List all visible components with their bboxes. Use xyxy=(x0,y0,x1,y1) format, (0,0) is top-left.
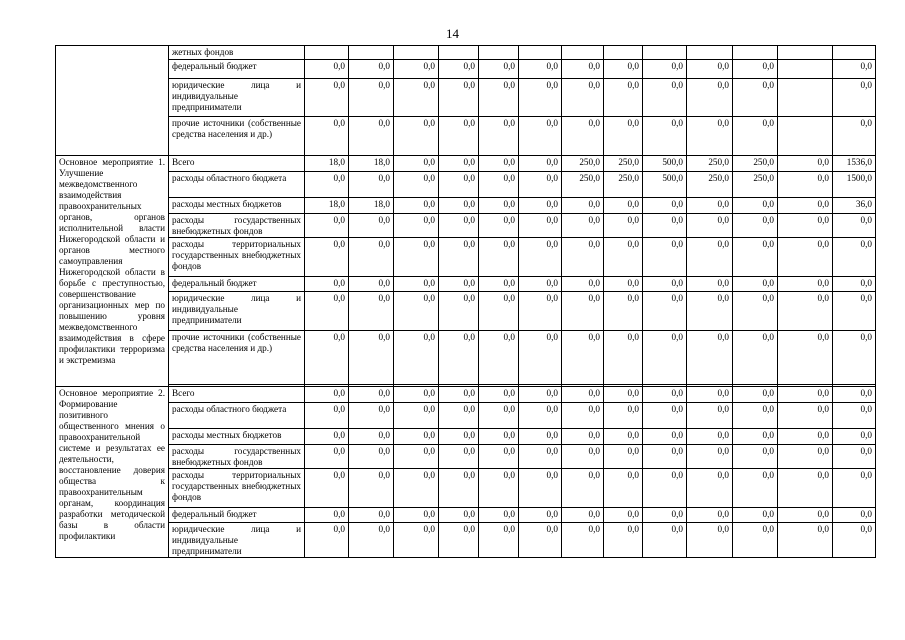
value-cell: 0,0 xyxy=(733,198,778,214)
value-cell: 0,0 xyxy=(519,79,562,117)
value-cell: 0,0 xyxy=(562,198,604,214)
value-cell xyxy=(778,46,833,60)
value-cell: 0,0 xyxy=(349,445,394,469)
table-row xyxy=(56,172,876,198)
value-cell: 0,0 xyxy=(305,292,349,331)
value-cell: 0,0 xyxy=(439,238,479,277)
value-cell: 0,0 xyxy=(778,156,833,172)
value-cell: 0,0 xyxy=(733,238,778,277)
value-cell: 0,0 xyxy=(604,292,643,331)
value-cell: 0,0 xyxy=(833,387,876,403)
value-cell: 0,0 xyxy=(349,277,394,292)
value-cell: 0,0 xyxy=(305,387,349,403)
funding-source-cell: расходы областного бюджета xyxy=(169,172,305,198)
value-cell: 0,0 xyxy=(687,387,733,403)
value-cell: 0,0 xyxy=(394,523,439,558)
value-cell: 0,0 xyxy=(305,469,349,508)
value-cell: 250,0 xyxy=(687,156,733,172)
funding-source-cell: расходы областного бюджета xyxy=(169,403,305,429)
value-cell: 0,0 xyxy=(643,60,687,79)
value-cell: 0,0 xyxy=(349,79,394,117)
table-row xyxy=(56,198,876,214)
value-cell: 0,0 xyxy=(349,292,394,331)
value-cell: 0,0 xyxy=(394,172,439,198)
value-cell: 0,0 xyxy=(349,387,394,403)
value-cell: 250,0 xyxy=(562,172,604,198)
value-cell: 0,0 xyxy=(479,429,519,445)
value-cell: 0,0 xyxy=(394,156,439,172)
value-cell: 0,0 xyxy=(305,277,349,292)
value-cell: 0,0 xyxy=(604,214,643,238)
value-cell: 0,0 xyxy=(394,198,439,214)
value-cell: 0,0 xyxy=(519,198,562,214)
value-cell: 18,0 xyxy=(305,198,349,214)
value-cell: 0,0 xyxy=(349,117,394,156)
value-cell: 0,0 xyxy=(305,79,349,117)
value-cell: 0,0 xyxy=(439,429,479,445)
value-cell: 0,0 xyxy=(349,469,394,508)
value-cell: 0,0 xyxy=(733,387,778,403)
table-row xyxy=(56,523,876,558)
funding-source-cell: расходы государственных внебюджетных фондов xyxy=(169,445,305,469)
value-cell: 0,0 xyxy=(305,429,349,445)
value-cell: 0,0 xyxy=(394,508,439,523)
value-cell: 0,0 xyxy=(643,292,687,331)
value-cell xyxy=(778,117,833,156)
value-cell: 0,0 xyxy=(604,117,643,156)
value-cell: 0,0 xyxy=(349,508,394,523)
value-cell: 1500,0 xyxy=(833,172,876,198)
value-cell: 0,0 xyxy=(562,445,604,469)
value-cell: 0,0 xyxy=(833,445,876,469)
table-row xyxy=(56,117,876,156)
value-cell: 0,0 xyxy=(833,508,876,523)
value-cell: 0,0 xyxy=(778,238,833,277)
value-cell: 0,0 xyxy=(349,429,394,445)
value-cell: 0,0 xyxy=(833,429,876,445)
value-cell: 0,0 xyxy=(833,60,876,79)
value-cell xyxy=(562,46,604,60)
value-cell: 0,0 xyxy=(439,445,479,469)
value-cell: 0,0 xyxy=(778,214,833,238)
value-cell: 0,0 xyxy=(519,117,562,156)
value-cell: 0,0 xyxy=(439,523,479,558)
value-cell: 0,0 xyxy=(439,214,479,238)
value-cell: 0,0 xyxy=(439,331,479,385)
value-cell: 250,0 xyxy=(733,156,778,172)
value-cell: 0,0 xyxy=(733,523,778,558)
value-cell: 0,0 xyxy=(778,198,833,214)
value-cell: 0,0 xyxy=(519,523,562,558)
table-row xyxy=(56,508,876,523)
value-cell: 0,0 xyxy=(439,117,479,156)
value-cell: 0,0 xyxy=(833,523,876,558)
value-cell: 250,0 xyxy=(562,156,604,172)
value-cell: 0,0 xyxy=(833,277,876,292)
table-row xyxy=(56,445,876,469)
funding-source-cell: расходы местных бюджетов xyxy=(169,429,305,445)
value-cell: 0,0 xyxy=(687,445,733,469)
value-cell: 0,0 xyxy=(687,79,733,117)
value-cell: 0,0 xyxy=(604,277,643,292)
value-cell: 0,0 xyxy=(349,60,394,79)
value-cell: 0,0 xyxy=(519,445,562,469)
value-cell: 0,0 xyxy=(643,79,687,117)
funding-source-cell: юридические лица и индивидуальные предприниматели xyxy=(169,79,305,117)
value-cell: 0,0 xyxy=(562,403,604,429)
value-cell: 0,0 xyxy=(349,172,394,198)
value-cell: 0,0 xyxy=(305,523,349,558)
value-cell: 0,0 xyxy=(394,387,439,403)
funding-source-cell: юридические лица и индивидуальные предприниматели xyxy=(169,292,305,331)
value-cell: 0,0 xyxy=(519,469,562,508)
value-cell: 0,0 xyxy=(733,508,778,523)
value-cell: 0,0 xyxy=(833,238,876,277)
value-cell: 0,0 xyxy=(604,198,643,214)
value-cell xyxy=(439,46,479,60)
value-cell: 0,0 xyxy=(394,277,439,292)
value-cell: 0,0 xyxy=(519,429,562,445)
value-cell: 0,0 xyxy=(562,238,604,277)
table-row xyxy=(56,469,876,508)
value-cell: 0,0 xyxy=(562,277,604,292)
value-cell: 0,0 xyxy=(687,277,733,292)
funding-source-cell: прочие источники (собственные средства населения и др.) xyxy=(169,117,305,156)
value-cell: 0,0 xyxy=(604,469,643,508)
table-row xyxy=(56,331,876,385)
value-cell: 0,0 xyxy=(778,523,833,558)
value-cell xyxy=(687,46,733,60)
value-cell xyxy=(778,60,833,79)
value-cell: 0,0 xyxy=(643,238,687,277)
value-cell: 0,0 xyxy=(562,214,604,238)
funding-source-cell: юридические лица и индивидуальные предприниматели xyxy=(169,523,305,558)
value-cell: 0,0 xyxy=(643,403,687,429)
value-cell: 0,0 xyxy=(687,469,733,508)
value-cell: 0,0 xyxy=(519,238,562,277)
value-cell: 0,0 xyxy=(643,469,687,508)
value-cell: 0,0 xyxy=(349,331,394,385)
value-cell: 0,0 xyxy=(733,214,778,238)
value-cell: 0,0 xyxy=(479,523,519,558)
value-cell xyxy=(833,46,876,60)
funding-source-cell: расходы государственных внебюджетных фондов xyxy=(169,214,305,238)
value-cell: 36,0 xyxy=(833,198,876,214)
value-cell: 0,0 xyxy=(439,387,479,403)
value-cell: 0,0 xyxy=(687,429,733,445)
value-cell xyxy=(604,46,643,60)
value-cell: 0,0 xyxy=(643,198,687,214)
value-cell: 0,0 xyxy=(519,277,562,292)
funding-source-cell: федеральный бюджет xyxy=(169,60,305,79)
value-cell: 0,0 xyxy=(687,60,733,79)
value-cell: 0,0 xyxy=(604,508,643,523)
value-cell: 0,0 xyxy=(733,79,778,117)
value-cell: 0,0 xyxy=(519,387,562,403)
value-cell: 0,0 xyxy=(733,429,778,445)
value-cell: 0,0 xyxy=(519,331,562,385)
value-cell: 0,0 xyxy=(479,79,519,117)
funding-source-cell: федеральный бюджет xyxy=(169,508,305,523)
value-cell: 0,0 xyxy=(733,117,778,156)
value-cell: 500,0 xyxy=(643,172,687,198)
value-cell: 0,0 xyxy=(519,403,562,429)
table-body xyxy=(56,46,876,558)
value-cell: 0,0 xyxy=(778,403,833,429)
value-cell: 0,0 xyxy=(305,403,349,429)
value-cell: 0,0 xyxy=(604,445,643,469)
value-cell: 0,0 xyxy=(562,79,604,117)
activity-cell: Основное мероприятие 1. Улучшение межведомственного взаимодействия правоохранительных органов, органов исполнительной власти Нижегородской области и органов местного самоуправления Нижегородской области в борьбе с преступностью, совершенствование организационных мер по повышению уровня межведомственного взаимодействия в сфере профилактики терроризма и экстремизма xyxy=(56,156,169,387)
value-cell: 0,0 xyxy=(519,508,562,523)
value-cell: 0,0 xyxy=(733,292,778,331)
value-cell: 0,0 xyxy=(519,172,562,198)
table-row xyxy=(56,429,876,445)
value-cell: 0,0 xyxy=(479,214,519,238)
value-cell: 0,0 xyxy=(778,429,833,445)
value-cell: 250,0 xyxy=(687,172,733,198)
value-cell: 250,0 xyxy=(604,156,643,172)
value-cell: 0,0 xyxy=(604,331,643,385)
funding-source-cell: расходы местных бюджетов xyxy=(169,198,305,214)
value-cell: 0,0 xyxy=(349,214,394,238)
value-cell: 0,0 xyxy=(562,292,604,331)
value-cell: 0,0 xyxy=(479,277,519,292)
value-cell: 0,0 xyxy=(439,156,479,172)
value-cell: 0,0 xyxy=(604,387,643,403)
value-cell: 0,0 xyxy=(394,214,439,238)
value-cell: 0,0 xyxy=(833,117,876,156)
value-cell: 0,0 xyxy=(562,331,604,385)
value-cell: 0,0 xyxy=(643,445,687,469)
value-cell: 1536,0 xyxy=(833,156,876,172)
budget-table xyxy=(55,45,876,558)
table-row xyxy=(56,403,876,429)
value-cell: 0,0 xyxy=(562,429,604,445)
value-cell: 0,0 xyxy=(643,331,687,385)
value-cell: 0,0 xyxy=(643,387,687,403)
value-cell: 0,0 xyxy=(833,403,876,429)
value-cell xyxy=(643,46,687,60)
value-cell: 250,0 xyxy=(604,172,643,198)
value-cell xyxy=(733,46,778,60)
value-cell: 0,0 xyxy=(479,198,519,214)
value-cell: 0,0 xyxy=(778,292,833,331)
value-cell: 0,0 xyxy=(604,429,643,445)
value-cell: 0,0 xyxy=(394,331,439,385)
funding-source-cell: Всего xyxy=(169,387,305,403)
value-cell: 0,0 xyxy=(394,469,439,508)
table-row xyxy=(56,292,876,331)
value-cell: 0,0 xyxy=(687,331,733,385)
value-cell: 0,0 xyxy=(604,403,643,429)
value-cell: 0,0 xyxy=(394,60,439,79)
value-cell xyxy=(479,46,519,60)
value-cell xyxy=(778,79,833,117)
value-cell: 0,0 xyxy=(778,331,833,385)
value-cell: 0,0 xyxy=(733,60,778,79)
value-cell: 0,0 xyxy=(479,445,519,469)
value-cell: 0,0 xyxy=(479,60,519,79)
value-cell: 0,0 xyxy=(439,60,479,79)
value-cell: 0,0 xyxy=(519,156,562,172)
value-cell: 0,0 xyxy=(479,117,519,156)
value-cell: 0,0 xyxy=(733,469,778,508)
table-row xyxy=(56,277,876,292)
value-cell: 0,0 xyxy=(562,508,604,523)
value-cell: 0,0 xyxy=(778,172,833,198)
value-cell: 0,0 xyxy=(439,403,479,429)
funding-source-cell: прочие источники (собственные средства населения и др.) xyxy=(169,331,305,385)
value-cell: 0,0 xyxy=(394,403,439,429)
table-row xyxy=(56,238,876,277)
table-row xyxy=(56,60,876,79)
value-cell: 0,0 xyxy=(643,523,687,558)
value-cell: 0,0 xyxy=(349,238,394,277)
value-cell: 0,0 xyxy=(562,117,604,156)
value-cell: 0,0 xyxy=(479,292,519,331)
value-cell: 0,0 xyxy=(479,156,519,172)
value-cell: 0,0 xyxy=(305,117,349,156)
value-cell: 0,0 xyxy=(833,469,876,508)
value-cell: 0,0 xyxy=(479,238,519,277)
value-cell: 0,0 xyxy=(778,508,833,523)
value-cell: 0,0 xyxy=(604,79,643,117)
value-cell: 0,0 xyxy=(604,523,643,558)
table-row xyxy=(56,156,876,172)
value-cell: 0,0 xyxy=(439,508,479,523)
value-cell: 0,0 xyxy=(394,79,439,117)
value-cell: 0,0 xyxy=(687,292,733,331)
value-cell: 0,0 xyxy=(833,292,876,331)
value-cell: 0,0 xyxy=(305,508,349,523)
value-cell: 0,0 xyxy=(643,277,687,292)
value-cell: 0,0 xyxy=(687,508,733,523)
activity-cell: Основное мероприятие 2. Формирование позитивного общественного мнения о правоохранительной системе и результатах ее деятельности, восстановление доверия общества к правоохранительным органам, координация разработки методической базы в области профилактики xyxy=(56,387,169,558)
value-cell: 0,0 xyxy=(439,469,479,508)
value-cell: 0,0 xyxy=(687,198,733,214)
value-cell: 0,0 xyxy=(643,508,687,523)
value-cell: 0,0 xyxy=(643,214,687,238)
value-cell: 0,0 xyxy=(833,214,876,238)
value-cell: 0,0 xyxy=(479,387,519,403)
value-cell: 0,0 xyxy=(479,172,519,198)
table-row xyxy=(56,214,876,238)
value-cell: 0,0 xyxy=(479,508,519,523)
value-cell: 0,0 xyxy=(562,523,604,558)
value-cell: 0,0 xyxy=(439,79,479,117)
value-cell: 0,0 xyxy=(643,429,687,445)
value-cell: 0,0 xyxy=(604,60,643,79)
value-cell: 0,0 xyxy=(305,445,349,469)
value-cell: 18,0 xyxy=(305,156,349,172)
table-row xyxy=(56,46,876,60)
value-cell: 0,0 xyxy=(479,403,519,429)
value-cell: 18,0 xyxy=(349,156,394,172)
funding-source-cell: расходы территориальных государственных внебюджетных фондов xyxy=(169,469,305,508)
value-cell: 0,0 xyxy=(394,429,439,445)
funding-source-cell: Всего xyxy=(169,156,305,172)
value-cell: 500,0 xyxy=(643,156,687,172)
value-cell: 0,0 xyxy=(305,60,349,79)
value-cell: 0,0 xyxy=(687,117,733,156)
value-cell: 0,0 xyxy=(778,387,833,403)
value-cell: 0,0 xyxy=(778,445,833,469)
funding-source-cell: федеральный бюджет xyxy=(169,277,305,292)
value-cell: 0,0 xyxy=(687,403,733,429)
value-cell: 0,0 xyxy=(394,117,439,156)
value-cell: 0,0 xyxy=(479,331,519,385)
value-cell: 0,0 xyxy=(833,331,876,385)
table-row xyxy=(56,79,876,117)
page-number: 14 xyxy=(446,26,459,41)
value-cell: 0,0 xyxy=(349,523,394,558)
value-cell: 0,0 xyxy=(305,214,349,238)
value-cell: 0,0 xyxy=(733,331,778,385)
value-cell: 0,0 xyxy=(305,172,349,198)
value-cell xyxy=(519,46,562,60)
value-cell: 0,0 xyxy=(687,523,733,558)
value-cell: 18,0 xyxy=(349,198,394,214)
value-cell: 0,0 xyxy=(394,292,439,331)
value-cell: 0,0 xyxy=(305,238,349,277)
value-cell: 0,0 xyxy=(439,292,479,331)
value-cell: 0,0 xyxy=(733,403,778,429)
value-cell: 0,0 xyxy=(562,387,604,403)
value-cell: 0,0 xyxy=(687,238,733,277)
table-row xyxy=(56,387,876,403)
value-cell xyxy=(394,46,439,60)
value-cell: 0,0 xyxy=(394,445,439,469)
value-cell: 0,0 xyxy=(604,238,643,277)
value-cell: 0,0 xyxy=(439,172,479,198)
value-cell: 0,0 xyxy=(479,469,519,508)
value-cell xyxy=(305,46,349,60)
value-cell: 0,0 xyxy=(305,331,349,385)
value-cell: 0,0 xyxy=(394,238,439,277)
funding-source-cell: жетных фондов xyxy=(169,46,305,60)
value-cell: 0,0 xyxy=(439,277,479,292)
value-cell: 250,0 xyxy=(733,172,778,198)
value-cell: 0,0 xyxy=(687,214,733,238)
value-cell: 0,0 xyxy=(733,445,778,469)
value-cell: 0,0 xyxy=(519,214,562,238)
value-cell: 0,0 xyxy=(643,117,687,156)
value-cell: 0,0 xyxy=(778,277,833,292)
value-cell: 0,0 xyxy=(519,292,562,331)
activity-cell xyxy=(56,46,169,156)
value-cell: 0,0 xyxy=(778,469,833,508)
value-cell: 0,0 xyxy=(562,60,604,79)
value-cell: 0,0 xyxy=(439,198,479,214)
value-cell: 0,0 xyxy=(562,469,604,508)
value-cell xyxy=(349,46,394,60)
funding-source-cell: расходы территориальных государственных внебюджетных фондов xyxy=(169,238,305,277)
value-cell: 0,0 xyxy=(833,79,876,117)
value-cell: 0,0 xyxy=(519,60,562,79)
value-cell: 0,0 xyxy=(349,403,394,429)
value-cell: 0,0 xyxy=(733,277,778,292)
